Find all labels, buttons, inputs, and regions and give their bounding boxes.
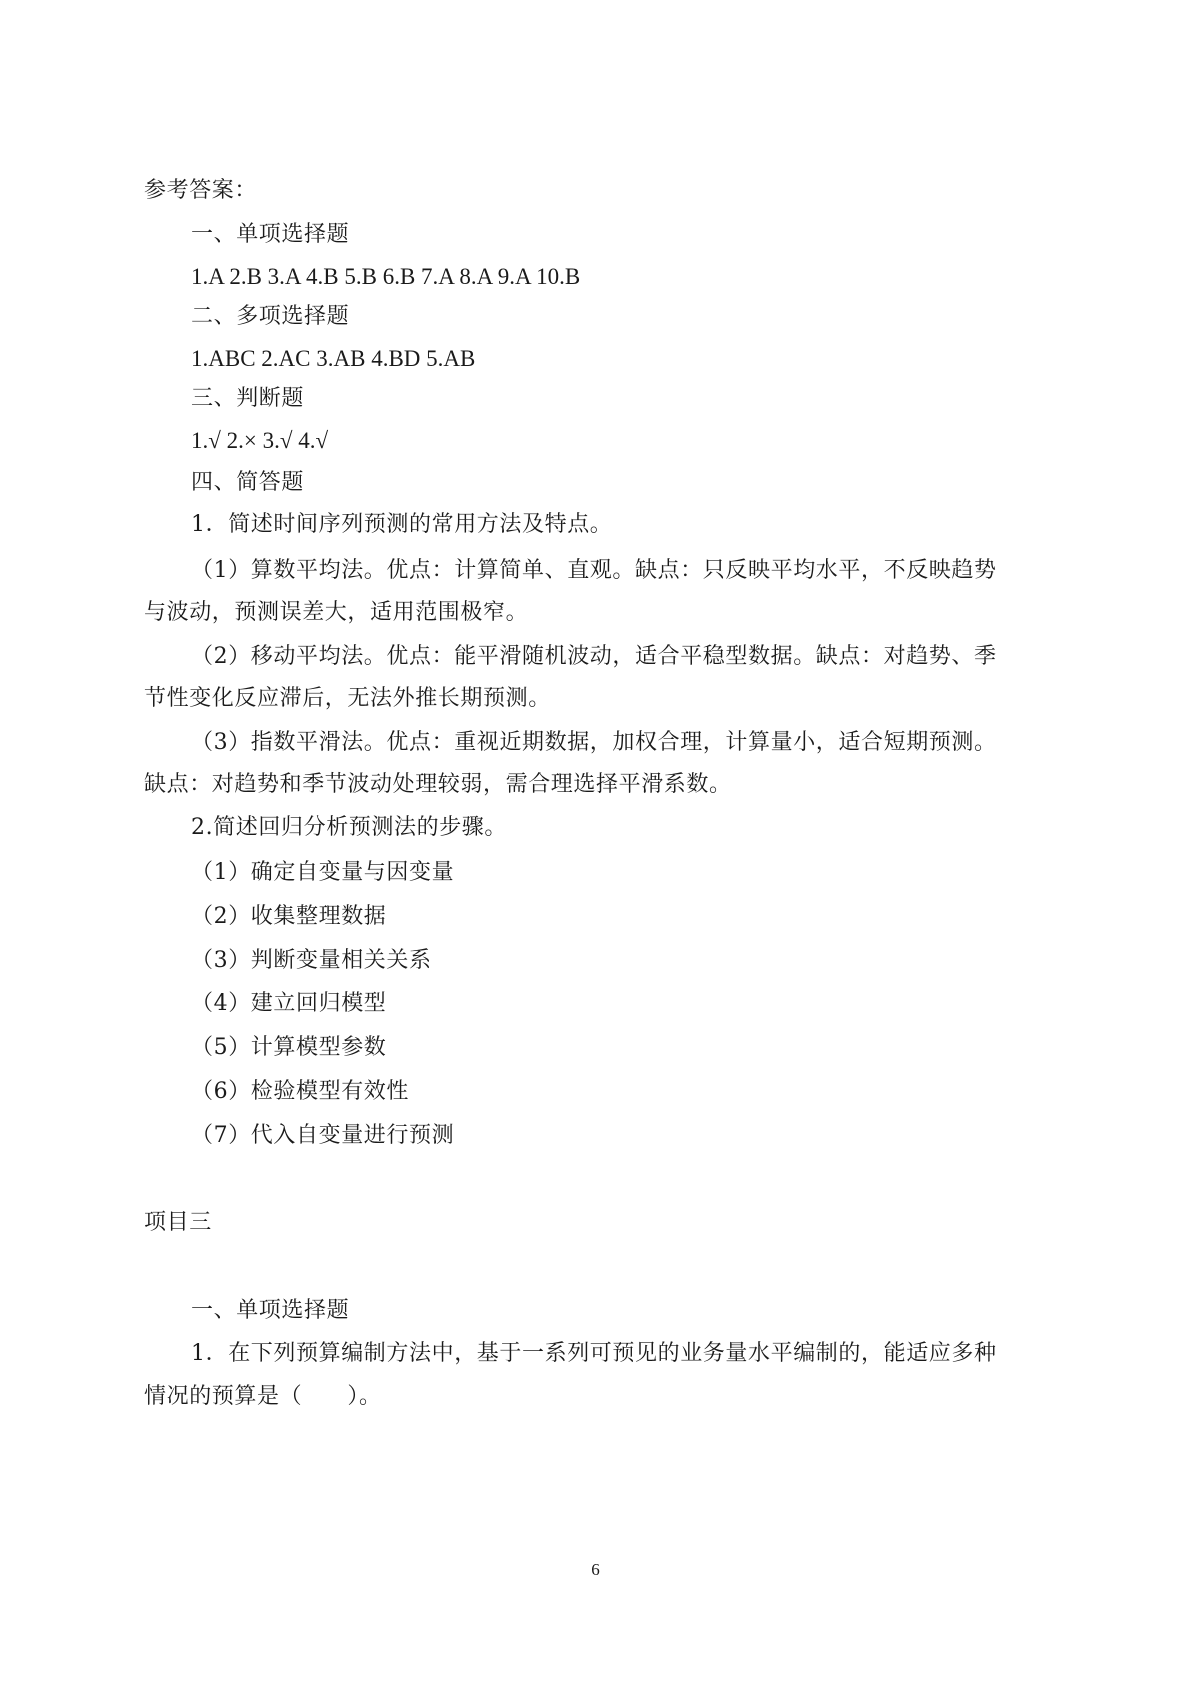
step-item: （4）建立回归模型 — [191, 991, 387, 1016]
method-3-line-2: 缺点：对趋势和季节波动处理较弱，需合理选择平滑系数。 — [144, 772, 732, 797]
method-2-line-2: 节性变化反应滞后，无法外推长期预测。 — [144, 686, 551, 711]
page-number: 6 — [591, 1560, 600, 1579]
single-choice-title: 一、单项选择题 — [191, 222, 350, 247]
project-3-question-1-line-2: 情况的预算是（ ）。 — [144, 1384, 382, 1409]
question-1-title: 1．简述时间序列预测的常用方法及特点。 — [191, 512, 613, 537]
short-answer-title: 四、简答题 — [191, 470, 305, 495]
project-3-section-title: 一、单项选择题 — [191, 1298, 350, 1323]
method-1-line-1: （1）算数平均法。优点：计算简单、直观。缺点：只反映平均水平，不反映趋势 — [191, 558, 997, 583]
true-false-title: 三、判断题 — [191, 386, 305, 411]
method-2-line-1: （2）移动平均法。优点：能平滑随机波动，适合平稳型数据。缺点：对趋势、季 — [191, 644, 997, 669]
method-1-line-2: 与波动，预测误差大，适用范围极窄。 — [144, 600, 529, 625]
true-false-answers: 1.√ 2.× 3.√ 4.√ — [191, 428, 329, 453]
single-choice-answers: 1.A 2.B 3.A 4.B 5.B 6.B 7.A 8.A 9.A 10.B — [191, 264, 581, 289]
multi-choice-answers: 1.ABC 2.AC 3.AB 4.BD 5.AB — [191, 346, 476, 371]
project-3-title: 项目三 — [144, 1210, 212, 1235]
project-3-question-1-line-1: 1．在下列预算编制方法中，基于一系列可预见的业务量水平编制的，能适应多种 — [191, 1341, 997, 1366]
step-item: （5）计算模型参数 — [191, 1035, 387, 1060]
step-item: （3）判断变量相关关系 — [191, 948, 432, 973]
step-item: （2）收集整理数据 — [191, 904, 387, 929]
answers-heading: 参考答案： — [144, 178, 258, 203]
method-3-line-1: （3）指数平滑法。优点：重视近期数据，加权合理，计算量小，适合短期预测。 — [191, 730, 997, 755]
step-item: （1）确定自变量与因变量 — [191, 860, 455, 885]
step-item: （6）检验模型有效性 — [191, 1079, 409, 1104]
multi-choice-title: 二、多项选择题 — [191, 304, 350, 329]
question-2-title: 2.简述回归分析预测法的步骤。 — [191, 815, 507, 840]
step-item: （7）代入自变量进行预测 — [191, 1123, 455, 1148]
